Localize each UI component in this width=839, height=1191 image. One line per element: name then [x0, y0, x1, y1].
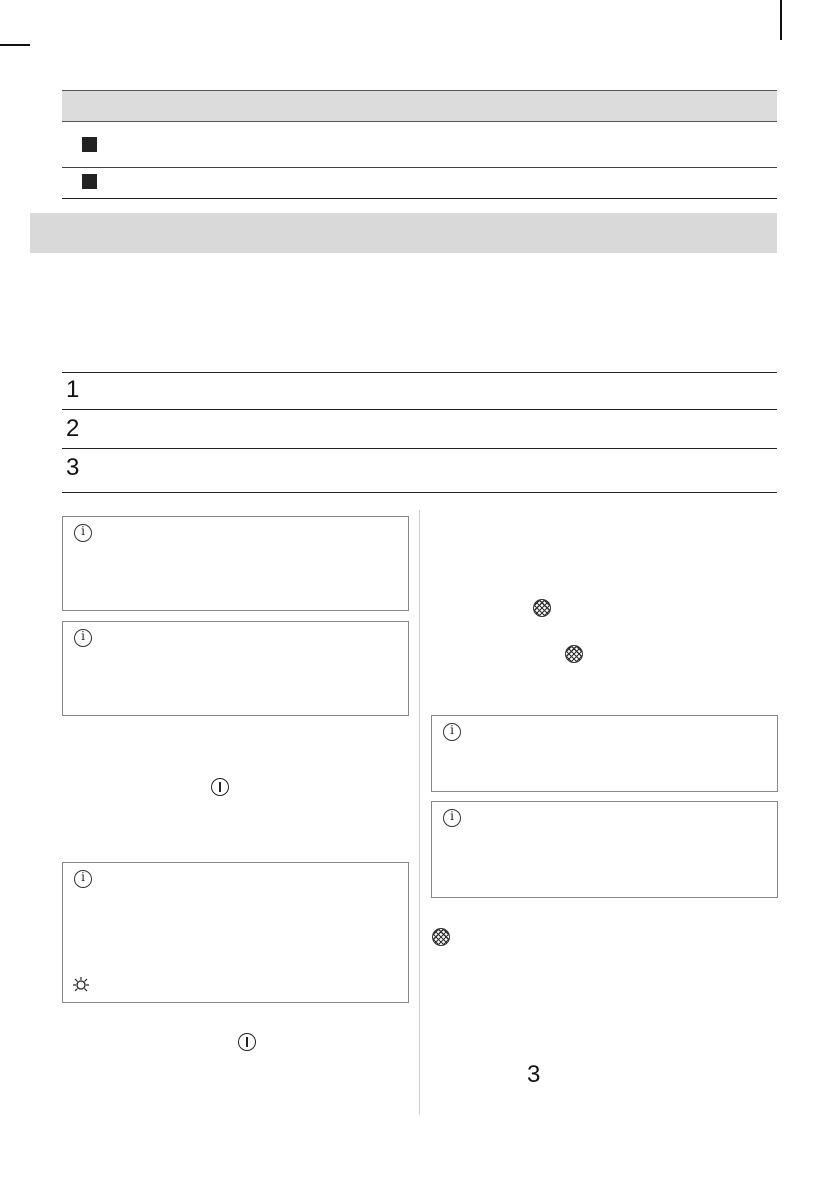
table-row	[82, 137, 97, 152]
table-header	[62, 90, 777, 122]
info-icon	[443, 809, 461, 827]
info-icon	[443, 723, 461, 741]
power-icon	[238, 1033, 256, 1051]
note-box	[62, 621, 409, 716]
info-icon	[74, 870, 92, 888]
square-icon	[82, 137, 97, 152]
lamp-icon	[72, 976, 90, 994]
table-bottom-border	[62, 198, 777, 199]
step-number: 3	[527, 1061, 541, 1088]
info-icon	[74, 524, 92, 542]
power-icon	[211, 778, 229, 796]
mesh-icon	[565, 645, 583, 663]
list-number: 2	[66, 415, 80, 442]
mesh-icon	[432, 928, 450, 946]
mesh-icon	[533, 599, 551, 617]
table-row-divider	[62, 167, 777, 168]
list-bottom-border	[62, 492, 777, 493]
list-number: 3	[66, 454, 80, 481]
section-heading-band	[30, 213, 777, 253]
table-row	[82, 174, 97, 189]
list-divider	[62, 409, 777, 410]
note-box	[431, 801, 778, 898]
square-icon	[82, 174, 97, 189]
list-top-border	[62, 372, 777, 373]
note-box	[62, 516, 409, 611]
list-divider	[62, 448, 777, 449]
note-box	[62, 862, 409, 1003]
note-box	[431, 715, 778, 792]
list-number: 1	[66, 376, 80, 403]
column-divider	[419, 510, 420, 1115]
info-icon	[74, 629, 92, 647]
crop-mark-horizontal	[0, 44, 30, 46]
crop-mark-vertical	[780, 0, 782, 40]
